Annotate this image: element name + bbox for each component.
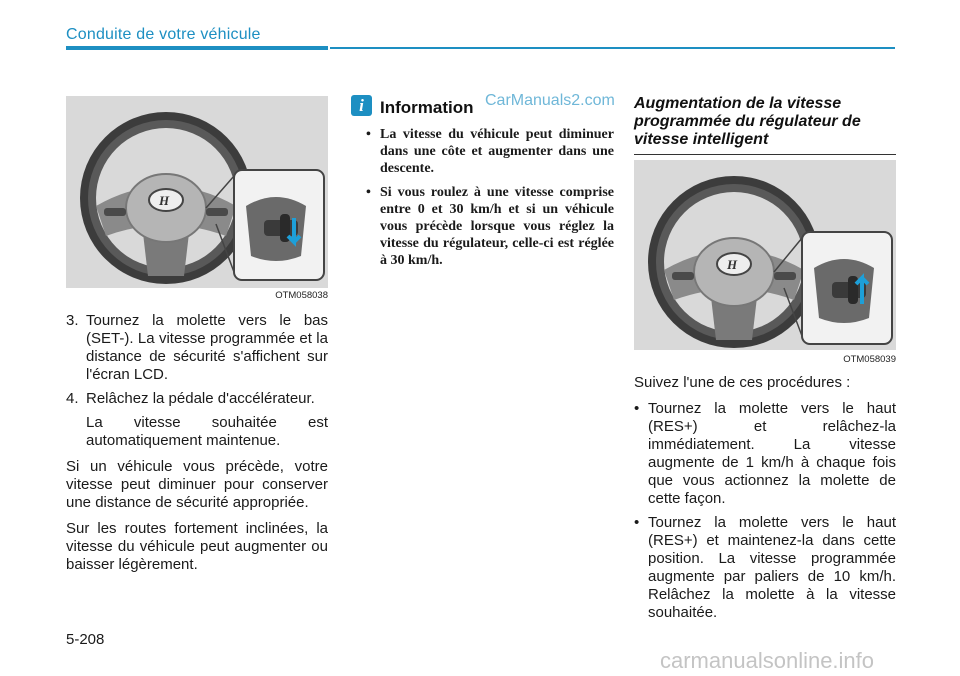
information-item [366,126,614,177]
bullet: • [366,127,371,142]
information-icon: i [351,95,372,116]
step-3-text: Tournez la molette vers le bas (SET-). La vitesse programmée et la distance de sécurité s'affichent sur l'écran LCD. [86,312,328,383]
paragraph-steep-roads: Sur les routes fortement inclinées, la vitesse du véhicule peut augmenter ou baisser légèrement. [66,520,328,573]
bullet: • [634,514,640,531]
steering-wheel-illustration [66,96,328,288]
procedure-item [634,514,896,622]
header-accent-bar [66,46,328,50]
bullet: • [634,400,640,417]
paragraph-vehicle-ahead: Si un véhicule vous précède, votre vitesse peut diminuer pour conserver une distance de sécurité appropriée. [66,458,328,511]
information-item-text: La vitesse du véhicule peut diminuer dans une côte et augmenter dans une descente. [380,127,614,176]
step-4-detail: La vitesse souhaitée est automatiquement maintenue. [86,414,328,449]
right-section-heading: Augmentation de la vitesse programmée du régulateur de vitesse intelligent [634,95,861,148]
procedure-item [634,400,896,508]
right-column [634,374,896,628]
site-watermark: CarManuals2.com [485,92,615,109]
procedures-intro: Suivez l'une de ces procédures : [634,374,851,391]
step-4 [66,390,328,408]
svg-text:H: H [727,257,738,272]
figure-steering-wheel-set [66,96,328,288]
procedure-item-text: Tournez la molette vers le haut (RES+) et maintenez-la dans cette position. La vitesse programmée augmente par paliers de 10 km/h. Relâchez la molette à la vitesse souhaitée. [648,514,896,621]
heading-rule [634,154,896,155]
steering-wheel-illustration [634,160,896,350]
procedure-item-text: Tournez la molette vers le haut (RES+) et relâchez-la immédiatement. La vitesse augmente de 1 km/h à chaque fois que vous actionnez la molette de cette façon. [648,400,896,507]
figure-code-right: OTM058039 [843,354,896,365]
bullet: • [366,185,371,200]
figure-steering-wheel-res [634,160,896,350]
footer-watermark: carmanualsonline.info [660,648,875,673]
header-rule [330,47,895,49]
information-list [366,126,614,276]
left-column [66,312,328,582]
step-3-number: 3. [66,312,79,329]
information-item [366,184,614,269]
page-number: 5-208 [66,631,105,648]
information-title: Information [380,98,474,117]
figure-code-left: OTM058038 [275,290,328,301]
step-4-text: Relâchez la pédale d'accélérateur. [86,390,315,407]
step-4-number: 4. [66,390,79,407]
svg-text:H: H [159,193,170,208]
section-title: Conduite de votre véhicule [66,26,261,43]
information-item-text: Si vous roulez à une vitesse comprise entre 0 et 30 km/h et si un véhicule vous précède lorsque vous réglez la vitesse du régulateur, celle-ci est réglée à 30 km/h. [380,185,614,268]
step-3 [66,312,328,384]
